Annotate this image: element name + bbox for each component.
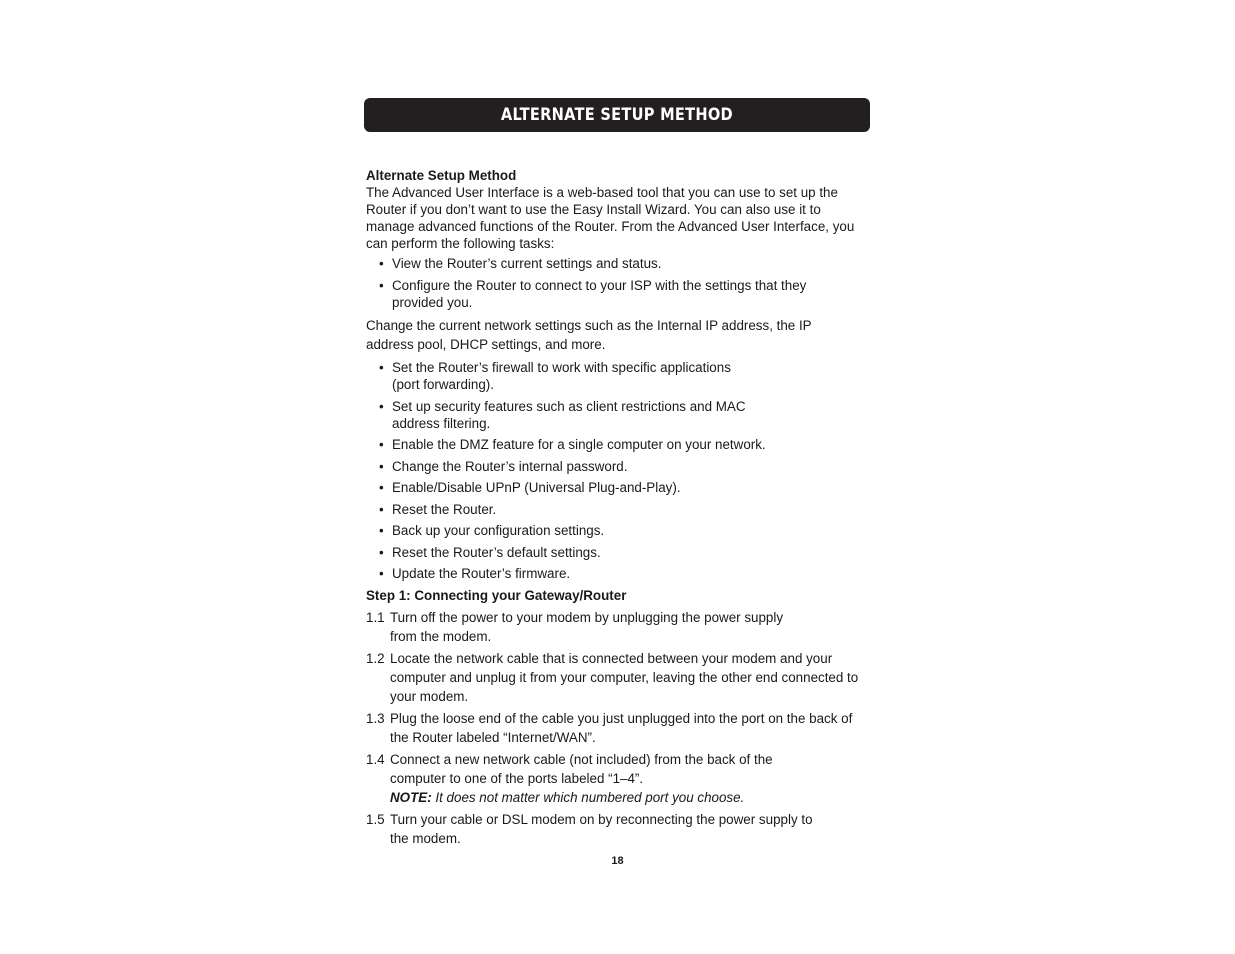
list-item: • Update the Router’s firmware.	[366, 565, 872, 582]
list-item: • Set the Router’s firewall to work with specific applications (port forwarding).	[366, 359, 872, 393]
step-number: 1.2	[366, 650, 385, 666]
step-text: Turn off the power to your modem by unplugging the power supply from the modem.	[390, 609, 784, 644]
list-item: • View the Router’s current settings and status.	[366, 255, 872, 272]
step-item	[366, 649, 872, 706]
section-title: Alternate Setup Method	[366, 168, 517, 183]
step-text: Locate the network cable that is connected between your modem and your computer and unplug it from your computer, leaving the other end connected to your modem.	[390, 650, 859, 704]
step-number: 1.5	[366, 811, 385, 827]
section-header-title: ALTERNATE SETUP METHOD	[500, 105, 734, 125]
middle-paragraph: Change the current network settings such as the Internal IP address, the IP address pool, DHCP settings, and more.	[366, 318, 812, 352]
list-item: • Set up security features such as client restrictions and MAC address filtering.	[366, 398, 872, 432]
step-number: 1.4	[366, 751, 385, 767]
list-item: • Enable/Disable UPnP (Universal Plug-and-Play).	[366, 479, 872, 496]
step-item	[366, 709, 872, 747]
step-item	[366, 750, 872, 807]
step-text: Plug the loose end of the cable you just unplugged into the port on the back of the Router labeled “Internet/WAN”.	[390, 710, 853, 745]
list-item: • Reset the Router’s default settings.	[366, 544, 872, 561]
task-list-a	[366, 255, 872, 311]
page-number: 18	[611, 855, 624, 867]
step-text: Connect a new network cable (not included) from the back of the computer to one of the ports labeled “1–4”.	[390, 751, 773, 786]
note-label: NOTE:	[390, 789, 432, 805]
list-item: • Change the Router’s internal password.	[366, 458, 872, 475]
list-item: • Back up your configuration settings.	[366, 522, 872, 539]
list-item: • Enable the DMZ feature for a single computer on your network.	[366, 436, 872, 453]
intro-paragraph: The Advanced User Interface is a web-based tool that you can use to set up the Router if you don’t want to use the Easy Install Wizard. You can also use it to manage advanced functions of the Router. From the Advanced User Interface, you can perform the following tasks:	[366, 185, 855, 251]
list-item: • Configure the Router to connect to your ISP with the settings that they provided you.	[366, 277, 872, 311]
step-number: 1.3	[366, 710, 385, 726]
step1-list	[366, 608, 872, 848]
list-item: • Reset the Router.	[366, 501, 872, 518]
step-text: Turn your cable or DSL modem on by reconnecting the power supply to the modem.	[390, 811, 813, 846]
task-list-b	[366, 359, 872, 582]
step-number: 1.1	[366, 609, 385, 625]
section-header-bar	[364, 98, 870, 132]
step-item	[366, 608, 872, 646]
page-content	[366, 167, 872, 851]
note-text: It does not matter which numbered port you choose.	[435, 789, 745, 805]
step1-title: Step 1: Connecting your Gateway/Router	[366, 587, 627, 603]
step-item	[366, 810, 872, 848]
